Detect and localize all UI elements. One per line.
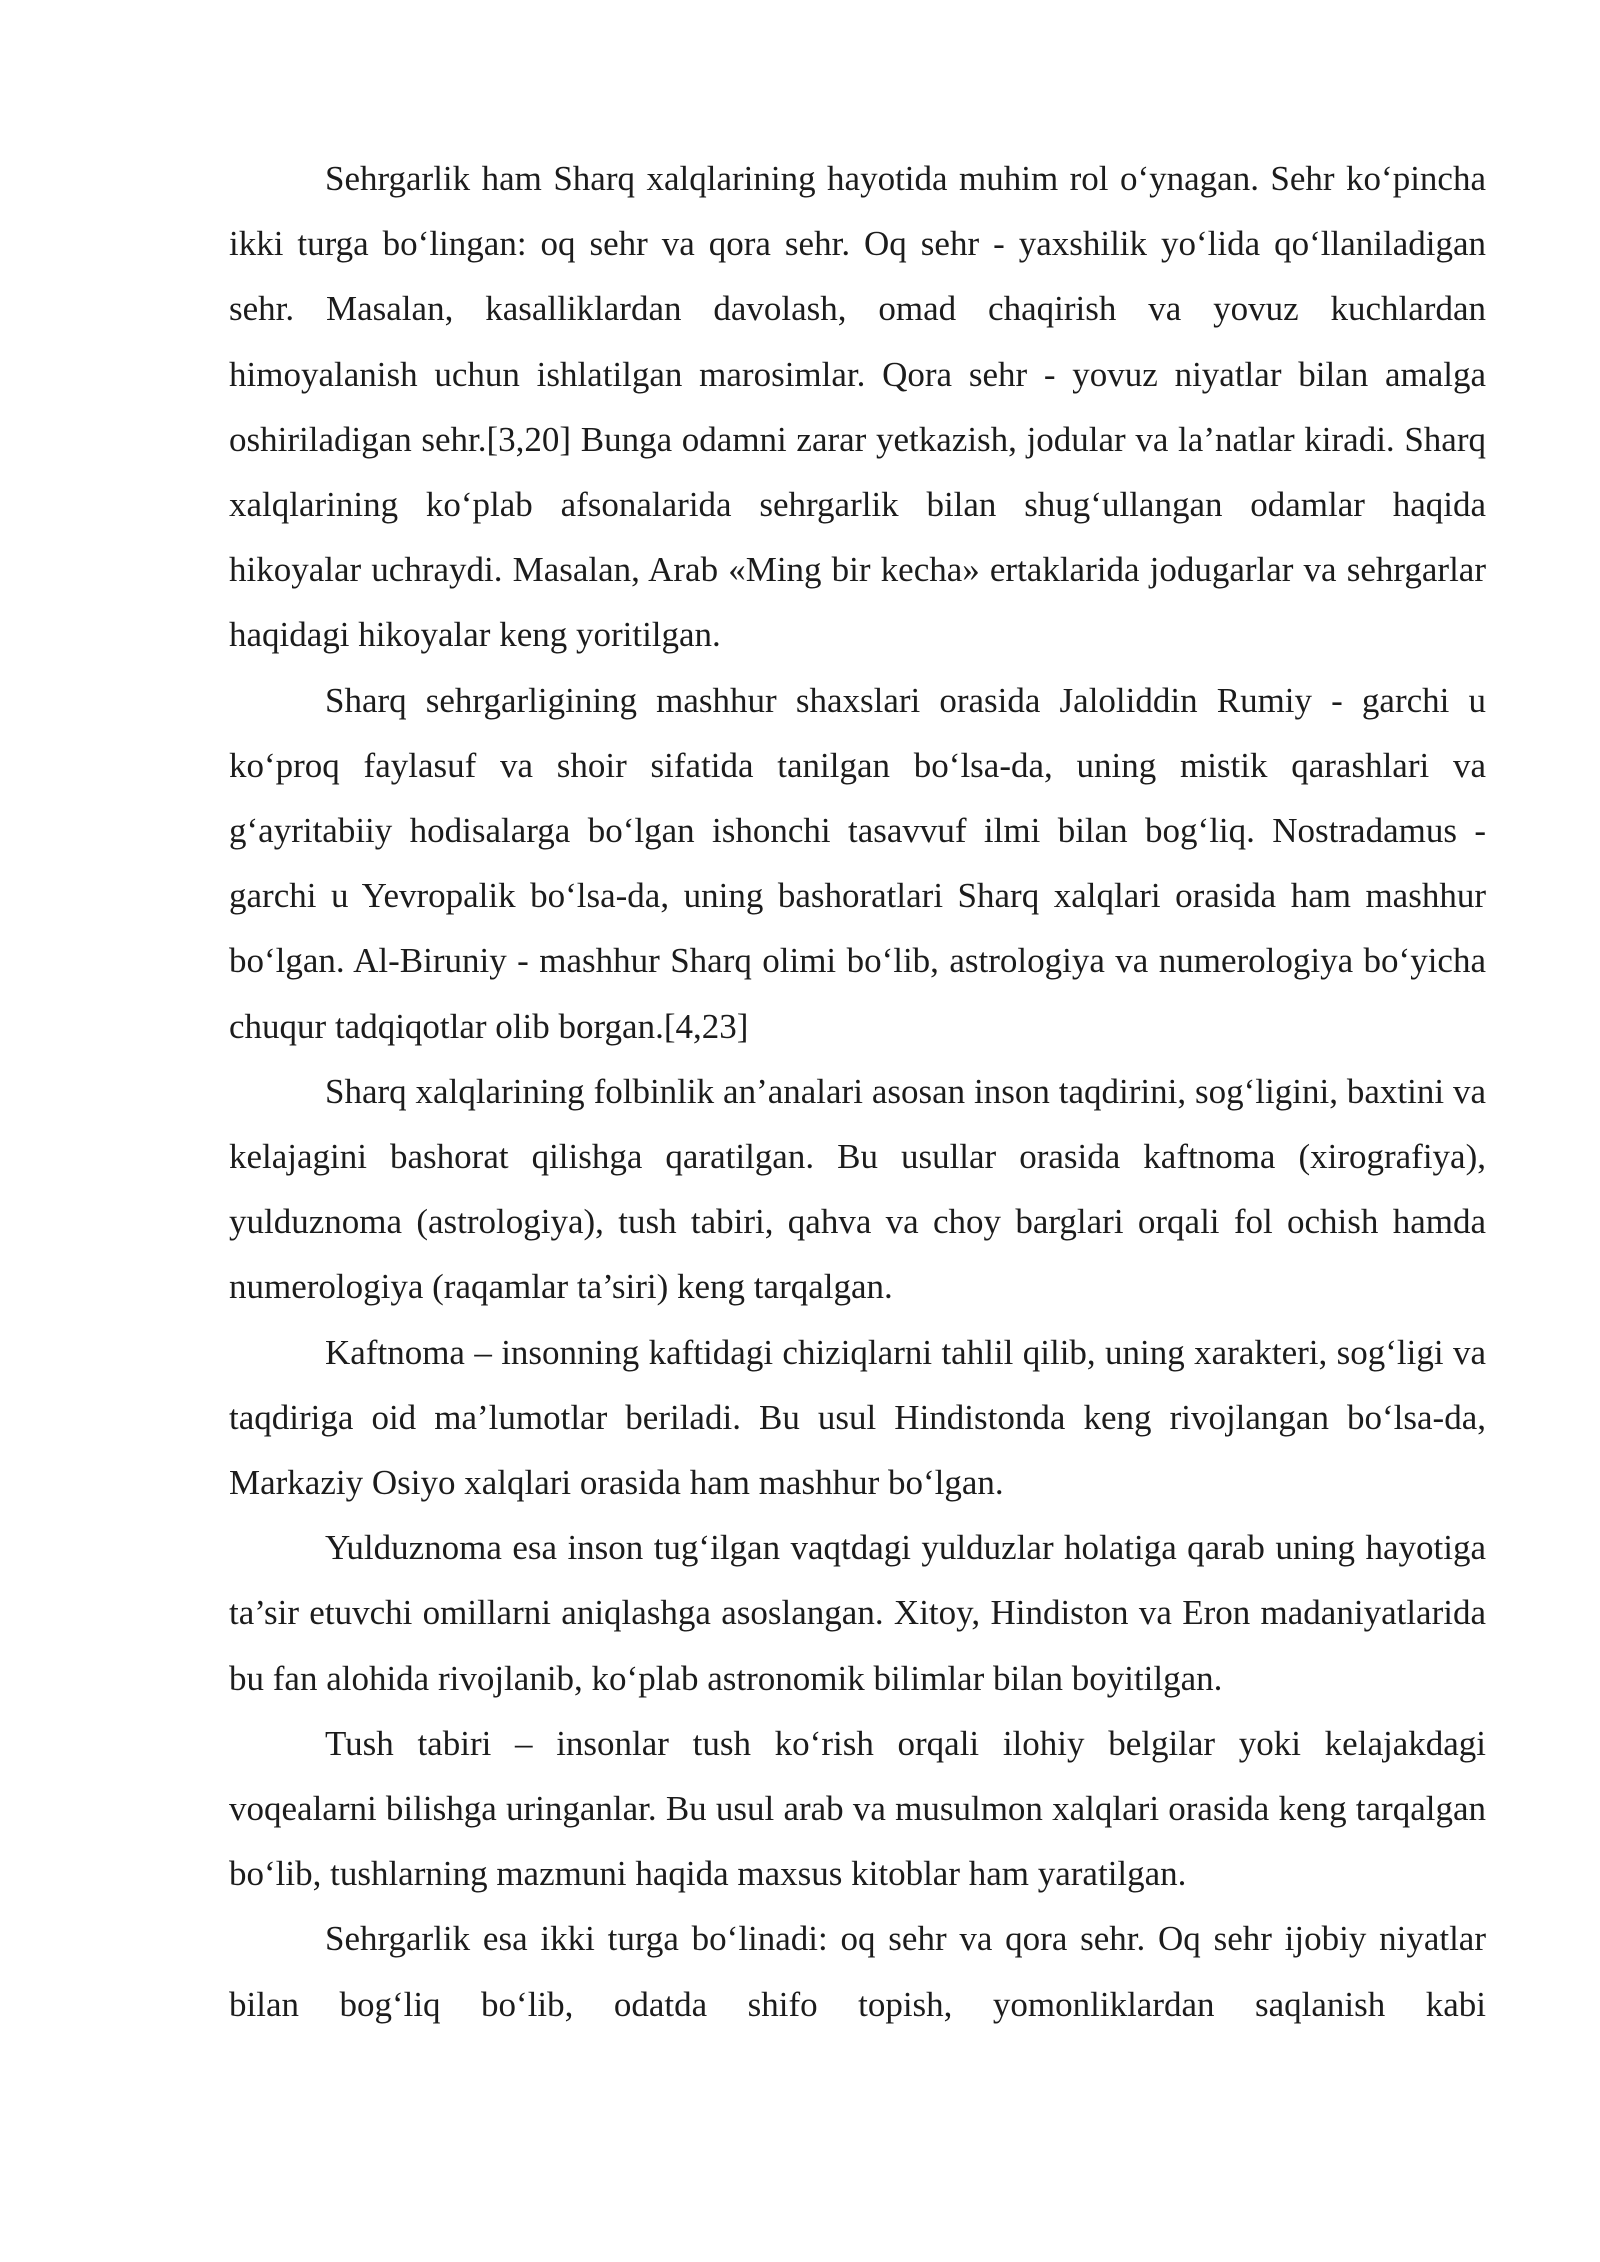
body-text	[229, 146, 1486, 2037]
paragraph-dream-interpretation: Tush tabiri – insonlar tush koʻrish orqali ilohiy belgilar yoki kelajakdagi voqealarni bilishga uringanlar. Bu usul arab va musulmon xalqlari orasida keng tarqalgan boʻlib, tushlarning mazmuni haqida maxsus kitoblar ham yaratilgan.	[229, 1723, 1486, 1894]
paragraph-magic-intro: Sehrgarlik ham Sharq xalqlarining hayotida muhim rol oʻynagan. Sehr koʻpincha ikki turga boʻlingan: oq sehr va qora sehr. Oq sehr - yaxshilik yoʻlida qoʻllaniladigan sehr. Masalan, kasalliklardan davolash, omad chaqirish va yovuz kuchlardan himoyalanish uchun ishlatilgan marosimlar. Qora sehr - yovuz niyatlar bilan amalga oshiriladigan sehr.[3,20] Bunga odamni zarar yetkazish, jodular va la’natlar kiradi. Sharq xalqlarining koʻplab afsonalarida sehrgarlik bilan shugʻullangan odamlar haqida hikoyalar uchraydi. Masalan, Arab «Ming bir kecha» ertaklarida jodugarlar va sehrgarlar haqidagi hikoyalar keng yoritilgan.	[229, 159, 1486, 655]
paragraph-astrology: Yulduznoma esa inson tugʻilgan vaqtdagi yulduzlar holatiga qarab uning hayotiga ta’sir etuvchi omillarni aniqlashga asoslangan. Xitoy, Hindiston va Eron madaniyatlarida bu fan alohida rivojlanib, koʻplab astronomik bilimlar bilan boyitilgan.	[229, 1528, 1486, 1698]
paragraph-famous-figures: Sharq sehrgarligining mashhur shaxslari orasida Jaloliddin Rumiy - garchi u koʻproq faylasuf va shoir sifatida tanilgan boʻlsa-da, uning mistik qarashlari va gʻayritabiiy hodisalarga boʻlgan ishonchi tasavvuf ilmi bilan bogʻliq. Nostradamus - garchi u Yevropalik boʻlsa-da, uning bashoratlari Sharq xalqlari orasida ham mashhur boʻlgan. Al-Biruniy - mashhur Sharq olimi boʻlib, astrologiya va numerologiya boʻyicha chuqur tadqiqotlar olib borgan.[4,23]	[229, 680, 1486, 1046]
paragraph-divination-traditions: Sharq xalqlarining folbinlik an’analari asosan inson taqdirini, sogʻligini, baxtini va kelajagini bashorat qilishga qaratilgan. Bu usullar orasida kaftnoma (xirografiya), yulduznoma (astrologiya), tush tabiri, qahva va choy barglari orqali fol ochish hamda numerologiya (raqamlar ta’siri) keng tarqalgan.	[229, 1071, 1486, 1307]
paragraph-palmistry: Kaftnoma – insonning kaftidagi chiziqlarni tahlil qilib, uning xarakteri, sogʻligi va taqdiriga oid ma’lumotlar beriladi. Bu usul Hindistonda keng rivojlangan boʻlsa-da, Markaziy Osiyo xalqlari orasida ham mashhur boʻlgan.	[229, 1332, 1486, 1503]
paragraph-white-black-magic: Sehrgarlik esa ikki turga boʻlinadi: oq sehr va qora sehr. Oq sehr ijobiy niyatlar bilan bogʻliq boʻlib, odatda shifo topish, yomonliklardan saqlanish kabi	[229, 1919, 1486, 2024]
